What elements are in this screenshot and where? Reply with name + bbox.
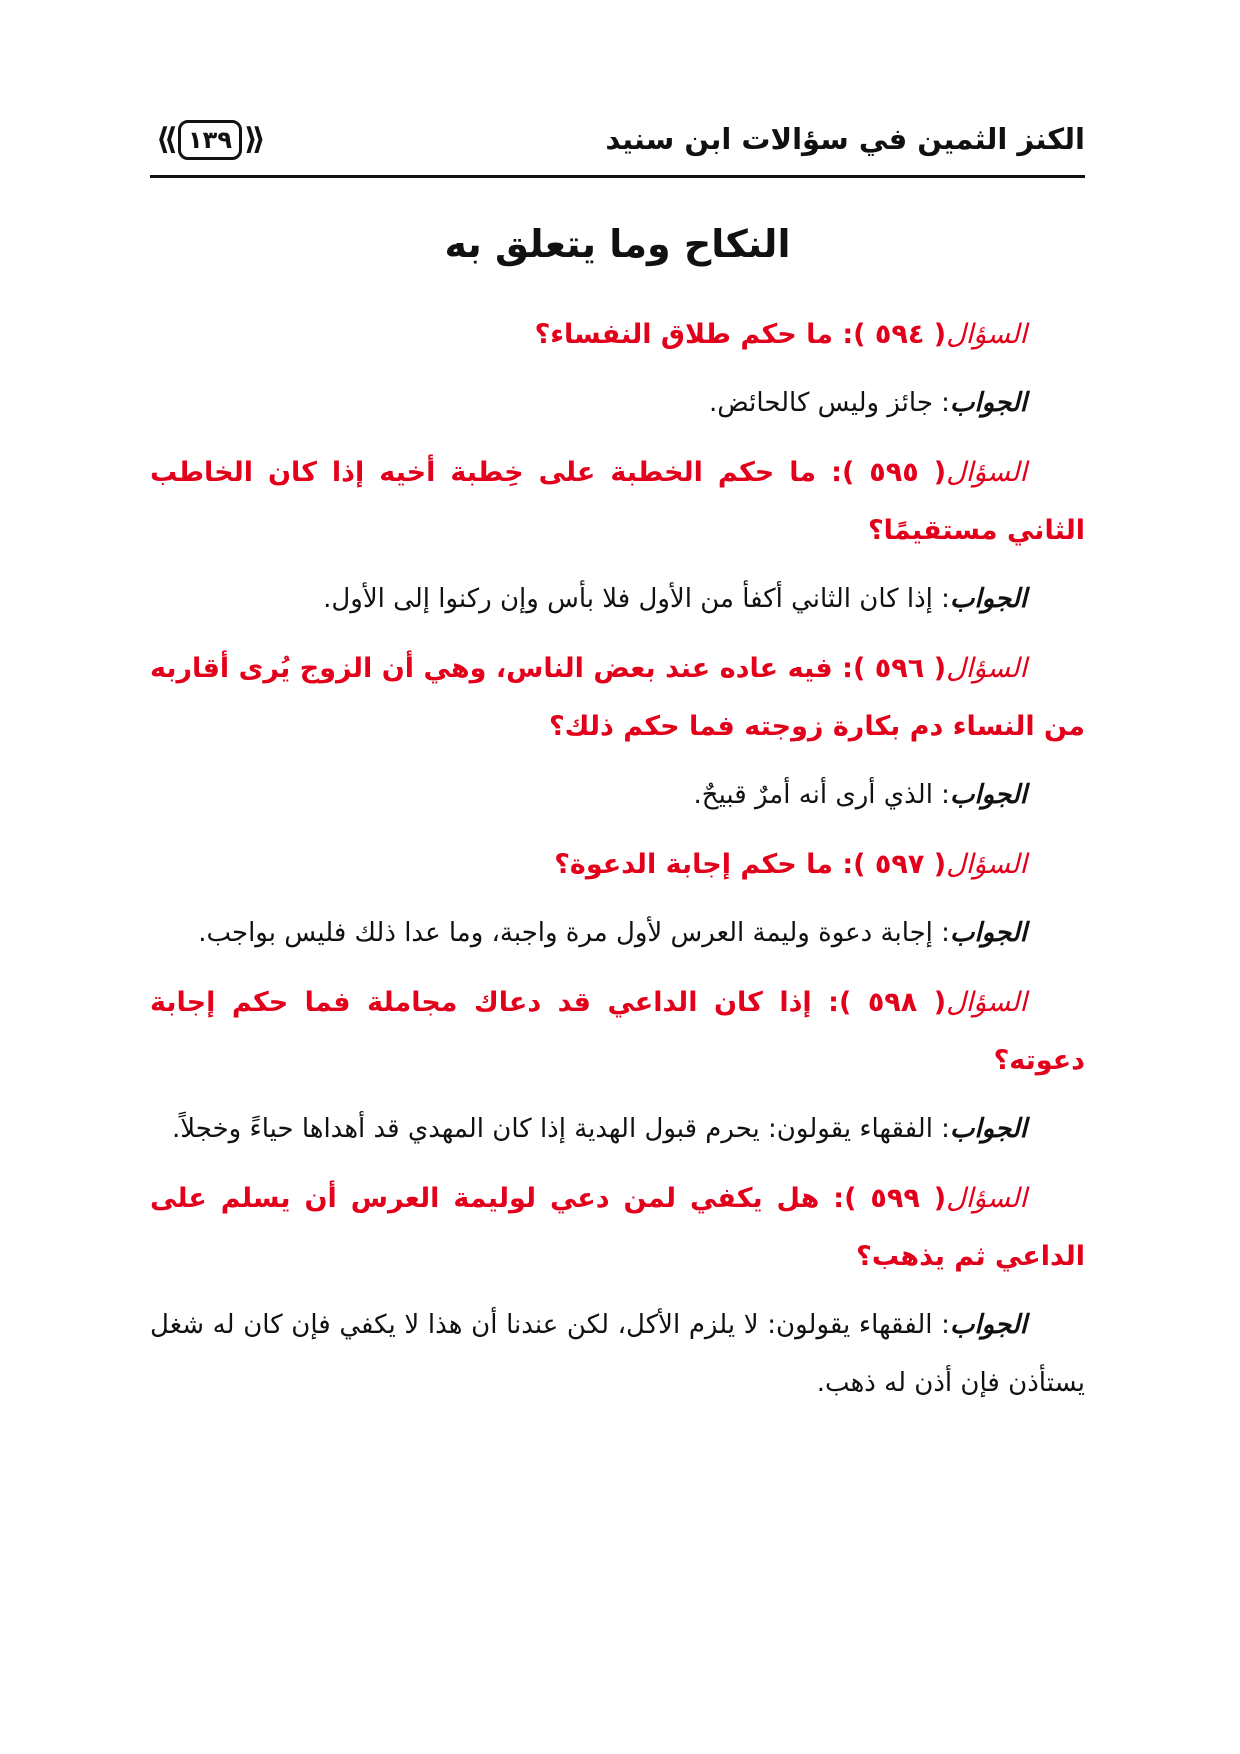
question [150, 1170, 1085, 1286]
answer [150, 904, 1085, 962]
running-header [150, 112, 1085, 178]
question [150, 974, 1085, 1090]
question [150, 306, 1085, 364]
answer [150, 1100, 1085, 1158]
question-text: : ما حكم طلاق النفساء؟ [534, 319, 854, 350]
question-text: : إذا كان الداعي قد دعاك مجاملة فما حكم إجابة دعوته؟ [150, 987, 1085, 1076]
question-text: : هل يكفي لمن دعي لوليمة العرس أن يسلم على الداعي ثم يذهب؟ [150, 1183, 1085, 1272]
question-number: ( ٥٩٦ ) [852, 653, 947, 684]
chapter-title: النكاح وما يتعلق به [444, 222, 791, 266]
question [150, 836, 1085, 894]
question-text: : فيه عاده عند بعض الناس، وهي أن الزوج يُرى أقاربه من النساء دم بكارة زوجته فما حكم ذلك؟ [150, 653, 1085, 742]
answer-text: : الذي أرى أنه أمرٌ قبيحٌ. [693, 780, 950, 810]
answer [150, 570, 1085, 628]
question-label: السؤال [946, 653, 1027, 684]
answer-text: : إجابة دعوة وليمة العرس لأول مرة واجبة، وما عدا ذلك فليس بواجب. [198, 918, 950, 948]
question [150, 640, 1085, 756]
answer-label: الجواب [949, 918, 1027, 948]
answer [150, 766, 1085, 824]
answer-text: : الفقهاء يقولون: لا يلزم الأكل، لكن عندنا أن هذا لا يكفي فإن كان له شغل يستأذن فإن أذن له ذهب. [150, 1310, 1085, 1398]
question-number: ( ٥٩٩ ) [844, 1183, 947, 1214]
question-number: ( ٥٩٤ ) [853, 319, 947, 350]
question-label: السؤال [946, 1183, 1027, 1214]
qa-item [150, 836, 1085, 962]
qa-item [150, 444, 1085, 628]
answer-text: : إذا كان الثاني أكفأ من الأول فلا بأس وإن ركنوا إلى الأول. [323, 584, 950, 614]
qa-item [150, 1170, 1085, 1412]
question-text: : ما حكم إجابة الدعوة؟ [554, 849, 854, 880]
question-label: السؤال [946, 319, 1027, 350]
answer-text: : الفقهاء يقولون: يحرم قبول الهدية إذا كان المهدي قد أهداها حياءً وخجلاً. [172, 1114, 950, 1144]
answer [150, 1296, 1085, 1412]
page-number-frame [156, 118, 264, 162]
answer-text: : جائز وليس كالحائض. [709, 388, 950, 418]
question-number: ( ٥٩٥ ) [841, 457, 947, 488]
answer-label: الجواب [949, 584, 1027, 614]
left-bracket-ornament: ⟪ [156, 122, 178, 157]
answer-label: الجواب [949, 780, 1027, 810]
qa-item [150, 306, 1085, 432]
book-page [150, 0, 1085, 1754]
question-text: : ما حكم الخطبة على خِطبة أخيه إذا كان الخاطب الثاني مستقيمًا؟ [150, 457, 1085, 546]
answer-label: الجواب [949, 1310, 1027, 1340]
qa-item [150, 974, 1085, 1158]
question-label: السؤال [946, 457, 1027, 488]
answer-label: الجواب [949, 388, 1027, 418]
question [150, 444, 1085, 560]
book-title: الكنز الثمين في سؤالات ابن سنيد [605, 122, 1085, 156]
page-number: ١٣٩ [178, 120, 242, 160]
question-number: ( ٥٩٧ ) [853, 849, 947, 880]
qa-item [150, 640, 1085, 824]
question-number: ( ٥٩٨ ) [838, 987, 947, 1018]
question-label: السؤال [946, 849, 1027, 880]
answer-label: الجواب [949, 1114, 1027, 1144]
question-label: السؤال [946, 987, 1028, 1018]
qa-list [150, 306, 1085, 1424]
answer [150, 374, 1085, 432]
right-bracket-ornament: ⟫ [244, 122, 266, 157]
